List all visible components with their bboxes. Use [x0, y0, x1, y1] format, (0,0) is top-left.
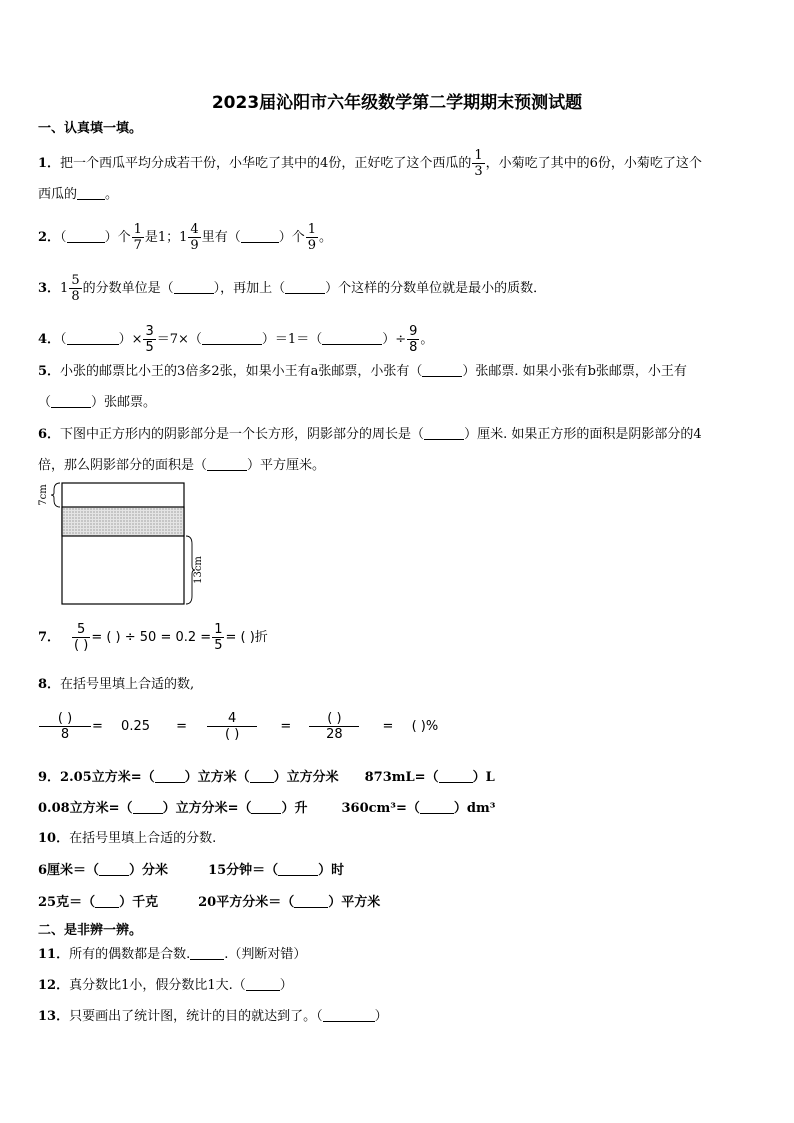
answer-blank[interactable] [322, 332, 382, 345]
question-number: 2． [38, 230, 61, 245]
equals-sign: = [176, 719, 188, 734]
answer-blank[interactable] [202, 332, 262, 345]
question-text: ）个 [104, 230, 131, 245]
question-text: （ [60, 332, 67, 347]
question-number: 9． [38, 770, 61, 785]
answer-blank[interactable] [190, 947, 224, 960]
question-7 [38, 622, 268, 653]
fraction [306, 222, 318, 253]
fraction [407, 324, 419, 355]
question-text: 360cm³=（ [341, 801, 420, 816]
answer-blank[interactable] [77, 187, 105, 200]
section-heading-2: 二、是非辨一辨。 [38, 923, 143, 938]
section-heading-1: 一、认真填一填。 [38, 121, 143, 136]
square-figure [36, 478, 206, 612]
question-13 [38, 1008, 388, 1026]
question-number: 3． [38, 281, 61, 296]
answer-blank[interactable] [67, 332, 119, 345]
question-number: 8． [38, 677, 61, 692]
fraction [309, 711, 359, 742]
question-text: （ [60, 230, 67, 245]
question-text: 。 [105, 187, 119, 202]
fraction-numerator: 5 [71, 273, 80, 288]
question-text: ）千克 [119, 895, 159, 910]
question-text: ） [374, 1009, 388, 1024]
answer-blank[interactable] [439, 770, 473, 783]
answer-blank[interactable] [51, 395, 91, 408]
question-1-line-2 [38, 186, 118, 204]
question-number: 1． [38, 156, 61, 171]
answer-blank[interactable] [424, 427, 464, 440]
fraction-denominator: 5 [145, 340, 154, 355]
question-text: 折 [254, 630, 268, 645]
question-text: ）升 [281, 801, 308, 816]
question-number: 13． [38, 1009, 70, 1024]
equation-text: = ( ) [225, 630, 255, 645]
fraction-denominator: 9 [307, 238, 316, 253]
answer-blank[interactable] [207, 458, 247, 471]
question-text: ）张邮票。 [91, 395, 157, 410]
fraction-denominator: 5 [214, 638, 223, 653]
question-text: 所有的偶数都是合数. [69, 947, 191, 962]
answer-blank[interactable] [250, 770, 274, 783]
question-8-equation [38, 711, 438, 742]
answer-blank[interactable] [133, 801, 163, 814]
question-10-row-1 [38, 862, 344, 880]
answer-blank[interactable] [278, 863, 318, 876]
fraction-numerator: 9 [409, 324, 418, 339]
question-number: 12． [38, 978, 70, 993]
question-text: ）× [118, 332, 143, 347]
question-text: ）立方分米 [273, 770, 339, 785]
question-number: 4． [38, 332, 61, 347]
question-9-line-2 [38, 800, 495, 818]
question-text: ）平方厘米。 [247, 458, 326, 473]
question-12 [38, 977, 293, 995]
question-text: 6厘米＝（ [38, 863, 100, 878]
equation-text: = ( ) ÷ 50 = 0.2 = [91, 630, 212, 645]
question-text: 873mL=（ [364, 770, 439, 785]
question-11 [38, 946, 306, 964]
square-diagram [36, 478, 206, 608]
question-number: 10． [38, 831, 70, 846]
question-text: ） [279, 978, 293, 993]
question-text: 真分数比1小，假分数比1大.（ [69, 978, 246, 993]
label-13cm: 13cm [193, 556, 204, 584]
question-number: 11． [38, 947, 70, 962]
fraction-denominator: ( ) [74, 638, 89, 653]
fraction [132, 222, 144, 253]
question-text: 西瓜的 [38, 187, 78, 202]
label-7cm: 7cm [38, 484, 49, 506]
fraction-numerator: 3 [145, 324, 154, 339]
fraction-denominator: 8 [71, 289, 80, 304]
fraction-numerator: ( ) [309, 711, 359, 727]
answer-blank[interactable] [323, 1009, 375, 1022]
question-2 [38, 222, 332, 253]
question-text: 下图中正方形内的阴影部分是一个长方形，阴影部分的周长是（ [60, 427, 425, 442]
square-outline [62, 483, 184, 604]
question-text: 倍，那么阴影部分的面积是（ [38, 458, 208, 473]
fraction [39, 711, 91, 742]
question-text: 20平方分米＝（ [198, 895, 295, 910]
question-text: 0.08立方米=（ [38, 801, 133, 816]
fraction-numerator: ( ) [39, 711, 91, 727]
fraction [212, 622, 224, 653]
question-text: （ [38, 395, 52, 410]
question-text: ）dm³ [453, 801, 496, 816]
question-6-line-2 [38, 457, 325, 475]
question-text: ）＝1＝（ [261, 332, 323, 347]
question-5-line-2 [38, 394, 156, 412]
fraction [72, 622, 90, 653]
fraction [188, 222, 200, 253]
value: 0.25 [121, 719, 150, 734]
question-8 [38, 676, 194, 694]
question-number: 7． [38, 630, 61, 645]
answer-blank[interactable] [420, 801, 454, 814]
question-text: 的分数单位是（ [82, 281, 174, 296]
answer-blank[interactable] [422, 364, 462, 377]
question-text: 25克＝（ [38, 895, 96, 910]
fraction-numerator: 1 [307, 222, 316, 237]
question-5-line-1 [38, 363, 687, 381]
question-text: ）立方米（ [184, 770, 250, 785]
question-text: ）L [472, 770, 495, 785]
question-text: 只要画出了统计图，统计的目的就达到了。（ [69, 1009, 323, 1024]
question-number: 6． [38, 427, 61, 442]
answer-blank[interactable] [241, 230, 279, 243]
question-text: 在括号里填上合适的数, [60, 677, 195, 692]
question-text: ）平方米 [328, 895, 381, 910]
answer-blank[interactable] [251, 801, 281, 814]
question-text: ）立方分米=（ [162, 801, 252, 816]
question-text: ）厘米. 如果正方形的面积是阴影部分的4 [464, 427, 702, 442]
fraction-numerator: 4 [190, 222, 199, 237]
answer-blank[interactable] [285, 281, 325, 294]
mixed-number-whole: 1 [60, 281, 69, 296]
fraction-denominator: 3 [474, 164, 483, 179]
question-text: .（判断对错） [224, 947, 307, 962]
fraction-denominator: 7 [133, 238, 142, 253]
question-4 [38, 324, 433, 355]
question-text: 是1；1 [144, 230, 188, 245]
question-1-line-1 [38, 148, 702, 179]
fraction-numerator: 5 [72, 622, 90, 638]
fraction-numerator: 1 [214, 622, 223, 637]
left-brace [51, 483, 60, 507]
question-text: ）个这样的分数单位就是最小的质数． [325, 281, 547, 296]
question-text: ，小菊吃了其中的6份，小菊吃了这个 [485, 156, 702, 171]
question-text: 。 [319, 230, 333, 245]
question-6-line-1 [38, 426, 702, 444]
question-text: 在括号里填上合适的分数. [69, 831, 217, 846]
question-text: ）÷ [382, 332, 407, 347]
fraction-denominator: 8 [409, 340, 418, 355]
answer-blank[interactable] [99, 863, 129, 876]
question-text: ）时 [318, 863, 345, 878]
question-text: 小张的邮票比小王的3倍多2张，如果小王有a张邮票，小张有（ [60, 364, 423, 379]
fraction [207, 711, 257, 742]
question-text: ＝7×（ [156, 332, 202, 347]
question-text: ）个 [278, 230, 305, 245]
page-title: 2023届沁阳市六年级数学第二学期期末预测试题 [211, 93, 583, 113]
question-10-row-2 [38, 894, 380, 912]
question-3 [38, 273, 546, 304]
question-text: ）张邮票. 如果小张有b张邮票，小王有 [462, 364, 687, 379]
question-text: ），再加上（ [213, 281, 286, 296]
fraction-denominator: ( ) [225, 727, 240, 742]
fraction-denominator: 9 [190, 238, 199, 253]
answer-blank[interactable] [155, 770, 185, 783]
question-text: 。 [420, 332, 434, 347]
question-text: 2.05立方米=（ [60, 770, 155, 785]
answer-blank[interactable] [294, 895, 328, 908]
question-10 [38, 830, 216, 848]
fraction-denominator: 8 [60, 727, 70, 742]
question-text: 里有（ [201, 230, 241, 245]
equals-sign: = [382, 719, 394, 734]
question-9-line-1 [38, 769, 495, 787]
fraction [472, 148, 484, 179]
fraction-denominator: 28 [326, 727, 343, 742]
fraction-numerator: 4 [207, 711, 257, 727]
shaded-rectangle [62, 507, 184, 536]
fraction [69, 273, 81, 304]
fraction [143, 324, 155, 355]
fraction-numerator: 1 [133, 222, 142, 237]
question-text: 15分钟＝（ [208, 863, 279, 878]
question-text: 把一个西瓜平均分成若干份，小华吃了其中的4份，正好吃了这个西瓜的 [60, 156, 472, 171]
equals-sign: = [92, 719, 103, 734]
answer-blank[interactable] [67, 230, 105, 243]
answer-blank[interactable] [246, 978, 280, 991]
fraction-numerator: 1 [474, 148, 483, 163]
question-text: ）分米 [129, 863, 169, 878]
answer-blank[interactable] [95, 895, 119, 908]
answer-blank[interactable] [174, 281, 214, 294]
equals-sign: = [280, 719, 292, 734]
percent-blank[interactable]: ( )% [411, 719, 439, 734]
question-number: 5． [38, 364, 61, 379]
